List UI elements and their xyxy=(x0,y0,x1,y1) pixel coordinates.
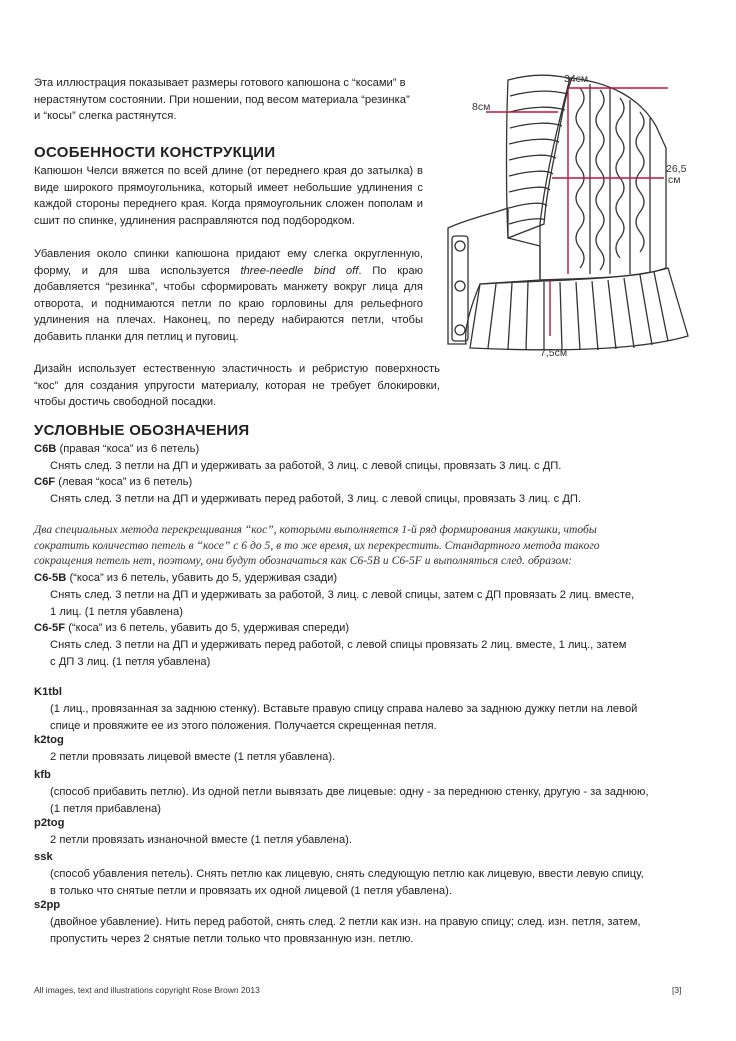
legend-c65f: C6-5F (“коса” из 6 петель, убавить до 5, удерживая спереди) xyxy=(34,622,350,634)
c6b-term: C6B xyxy=(34,443,57,455)
legend-c65b-instr: Снять след. 3 петли на ДП и удерживать за работой, 3 лиц. с левой спицы, затем с ДП провязать 2 лиц. вместе, 1 лиц. (1 петля убавлена) xyxy=(50,589,635,618)
construction-para-1: Капюшон Челси вяжется по всей длине (от переднего края до затылка) в виде широкого прямоугольника, который имеет небольшие удлинения с каждой стороны переднего края. Когда прямоугольник сложен пополам и сшит по спинке, удлинения расправляются под подбородком. xyxy=(34,165,423,227)
intro-line-1: Эта иллюстрация показывает размеры готового капюшона с “косами” в xyxy=(34,77,406,89)
hood-diagram xyxy=(440,68,700,368)
intro-line-2: нерастянутом состоянии. При ношении, под весом материала “резинка” xyxy=(34,93,410,106)
legend-c6f: C6F (левая “коса” из 6 петель) xyxy=(34,476,193,488)
abbrev-kfb-term: kfb xyxy=(34,769,51,781)
legend-c65b: C6-5B (“коса” из 6 петель, убавить до 5, удерживая сзади) xyxy=(34,572,338,584)
construction-heading: ОСОБЕННОСТИ КОНСТРУКЦИИ xyxy=(34,144,276,161)
dim-label-top: 34см xyxy=(564,73,589,85)
abbrev-p2tog-term: p2tog xyxy=(34,817,65,829)
dim-label-right-unit: см xyxy=(668,174,681,186)
legend-c6f-instr: Снять след. 3 петли на ДП и удерживать перед работой, 3 лиц. с левой спицы, провязать 3 лиц. с ДП. xyxy=(50,493,582,505)
dim-label-left: 8см xyxy=(472,101,491,113)
footer-copyright: All images, text and illustrations copyright Rose Brown 2013 xyxy=(34,985,260,995)
c65b-term: C6-5B xyxy=(34,572,67,584)
abbrev-s2pp-term: s2pp xyxy=(34,899,61,911)
abbrev-k1tbl-term: K1tbl xyxy=(34,686,62,698)
intro-line-3: и “косы” слегка растянутся. xyxy=(34,110,177,122)
abbrev-k1tbl-desc: (1 лиц., провязанная за заднюю стенку). Вставьте правую спицу справа налево за заднюю дужку петли на левой спице и провяжите ее из этого положения. Получается скрещенная петля. xyxy=(50,703,638,732)
page-number: [3] xyxy=(672,985,682,995)
dim-label-bottom: 7,5см xyxy=(540,347,568,359)
legend-note: Два специальных метода перекрещивания “кос”, которыми выполняется 1-й ряд формирования макушки, чтобы сократить количество петель в “косе” с 6 до 5, в то же время, их перекрестить. Стандартного метода такого сокращения петель нет, поэтому, они будут обозначаться как C6-5B и C6-5F и выполняться след. образом: xyxy=(34,523,600,567)
legend-c6b: C6B (правая “коса” из 6 петель) xyxy=(34,443,200,455)
abbrev-k2tog-term: k2tog xyxy=(34,734,64,746)
abbrev-ssk-desc: (способ убавления петель). Снять петлю как лицевую, снять следующую петлю как лицевую, ввести левую спицу, в только что снятые петли и провязать их одной лицевой (1 петля убавлена). xyxy=(50,868,644,897)
abbrev-ssk-term: ssk xyxy=(34,851,53,863)
three-needle-term: three-needle bind off xyxy=(240,264,359,277)
legend-heading: УСЛОВНЫЕ ОБОЗНАЧЕНИЯ xyxy=(34,422,250,439)
abbrev-p2tog-desc: 2 петли провязать изнаночной вместе (1 петля убавлена). xyxy=(50,834,353,846)
construction-para-2: Убавления около спинки капюшона придают ему слегка округленную, форму, и для шва используется three-needle bind off. По краю добавляется “резинка”, чтобы сформировать манжету вокруг лица для отворота, и поднимаются петли по краю горловины для рельефного удлинения на плечах. Наконец, по переду набираются петли, чтобы добавить планки для петлиц и пуговиц. xyxy=(34,248,423,343)
c6f-term: C6F xyxy=(34,476,56,488)
construction-para-3: Дизайн использует естественную эластичность и ребристую поверхность “кос” для создания упругости материалу, которая не требует блокировки, чтобы достичь свободной посадки. xyxy=(34,363,440,408)
intro-text xyxy=(34,75,434,125)
abbrev-s2pp-desc: (двойное убавление). Нить перед работой, снять след. 2 петли как изн. на правую спицу; след. изн. петля, затем, пропустить через 2 снятые петли только что провязанную изн. петлю. xyxy=(50,916,641,945)
c65f-term: C6-5F xyxy=(34,622,66,634)
legend-c6b-instr: Снять след. 3 петли на ДП и удерживать за работой, 3 лиц. с левой спицы, провязать 3 лиц. с ДП. xyxy=(50,460,562,472)
dim-label-right-value: 26,5 xyxy=(666,163,687,175)
legend-c65f-instr: Снять след. 3 петли на ДП и удерживать перед работой, с левой спицы провязать 2 лиц. вместе, 1 лиц., затем с ДП 3 лиц. (1 петля убавлена) xyxy=(50,639,627,668)
abbrev-k2tog-desc: 2 петли провязать лицевой вместе (1 петля убавлена). xyxy=(50,751,336,763)
abbrev-kfb-desc: (способ прибавить петлю). Из одной петли вывязать две лицевые: одну - за переднюю стенку, другую - за заднюю, (1 петля прибавлена) xyxy=(50,786,649,815)
